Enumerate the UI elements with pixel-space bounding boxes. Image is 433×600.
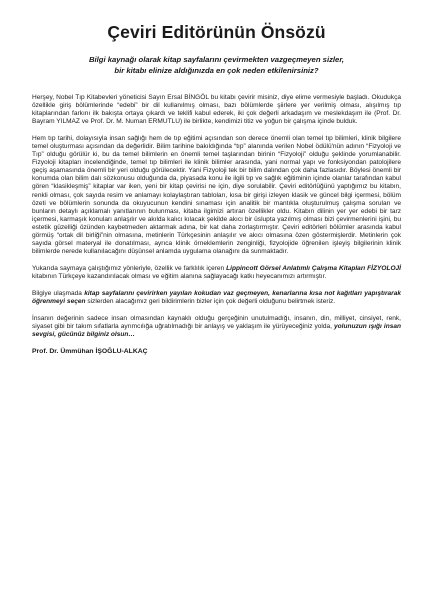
paragraph-5-emphasis: yolunuzun ışığı insan sevgisi, gücünüz bilginiz olsun… [32, 323, 401, 339]
paragraph-4 [32, 290, 401, 306]
author-signature: Prof. Dr. Ümmühan İŞOĞLU-ALKAÇ [32, 348, 148, 356]
book-title-emphasis: Lippincott Görsel Anlatımlı Çalışma Kitapları FİZYOLOJİ [226, 264, 401, 272]
subtitle-line-2: bir kitabı elinize aldığınızda en çok neden etkilenirsiniz? [114, 65, 319, 75]
paragraph-4-emphasis: kitap sayfalarını çevirirken yayılan kokudan vaz geçmeyen, kenarlarına kısa not kağıtları yapıştırarak öğrenmeyi seçen [32, 289, 401, 306]
subtitle [38, 55, 395, 76]
page-title: Çeviri Editörünün Önsözü [107, 22, 326, 42]
paragraph-1: Herşey, Nobel Tıp Kitabevleri yöneticisi Sayın Ersal BİNGÖL bu kitabı çevirir misiniz, diye elime vermesiyle başladı. Okudukça özellikle giriş bölümlerinde “edebi” bir dil kullanılmış olması, bazı bölümlerde şiirlere yer verilmiş olması, alışılmış tıp kitaplarından farkını ilk bakışta ortaya çıkardı ve teklifi kabul ederek, iki çok değerli arkadaşım ve meslekdaşım ile (Prof. Dr. Bayram YILMAZ ve Prof. Dr. M. Numan ERMUTLU) ile birlikte, kendimizi titiz ve yoğun bir çalışma içinde bulduk. [32, 94, 401, 126]
paragraph-4-text-a: Bilgiye ulaşmada [32, 289, 85, 297]
subtitle-line-1: Bilgi kaynağı olarak kitap sayfalarını çevirmekten vazgeçmeyen sizler, [88, 55, 345, 64]
paragraph-3-text-a: Yukarıda saymaya çalıştığımız yönleriyle, özellik ve farklılık içeren [32, 264, 227, 272]
paragraph-3-text-b: kitabının Türkçeye kazandırılacak olması ve eğitim alanına sağlayacağı katkı heyecanımızı artırmıştır. [32, 272, 327, 280]
paragraph-3 [32, 265, 401, 281]
paragraph-5-text-a: İnsanın değerinin sadece insan olmasından kaynaklı olduğu gerçeğinin unutulmadığı, insanın, din, milliyet, cinsiyet, renk, siyaset gibi bir takım sıfatlarla ayrımcılığa uğratılmadığı bir anlayış ve yaklaşım ile yürüyeceğiniz yolda, [32, 315, 401, 331]
paragraph-2: Hem tıp tarihi, dolayısıyla insan sağlığı hem de tıp eğitimi açısından son derece önemli olan temel tıp bilimleri, klinik bilgilere temel oluşturması açısından da değerlidir. Bilim tarihine bakıldığında “tıp” alanında verilen Nobel ödülü'nün adının “Fizyoloji ve Tıp” olduğu görülür ki, bu da temel bilimlerin en önemli temel taşlarından birinin “Fizyoloji” olduğu şeklinde yorumlanabilir. Fizyoloji kitapları incelendiğinde, temel tıp bilimleri ile klinik bilimler arasında, yani normal yapı ve fonksiyondan patolojilere geçiş aşamasında önemli bir yeri olduğu görülecektir. Yani Fizyoloji tek bir bilim dalından çok daha fazlasıdır. Böylesi önemli bir konumda olan bilim dalı sözkonusu olduğunda da, piyasada konu ile ilgili tıp ve sağlık eğitiminin içinde olanlar tarafından kabul gören “klasikleşmiş” kitaplar var iken, yeni bir kitap çevirisi ne için, diye sorulabilir. Çeviri editörlüğünü yaptığımız bu kitabın, renkli olması, çok sayıda resim ve anlamayı kolaylaştıran tabloları, kısa bir girişi izleyen klasik ve güncel bilgi içermesi, bölüm özeti ve bölümlerin sonunda da okuyucunun kendini sınaması için analitik bir mantıkla oluşturulmuş çalışma soruları ve bunların detaylı açıklamalı yanıtlarının bulunması, kitaba ilgimizi artıran özellikler oldu. Kitabın dilinin yer yer edebi bir tarz içermesi, karmaşık konuları anlaşılır ve akılda kalıcı kılacak şekilde akıcı bir üslupta yazılmış olması bizi çevirmenlerini işini, bu estetik güzelliği özünden kaybetmeden aktarmak adına, bir kat daha zorlaştırmıştır. Çeviri editörleri bölümler arasında kabul görmüş “ortak dil birliği”nin olmasına, metinlerin Türkçesinin anlaşılır ve akıcı olmasına özen göstermişlerdir. Metinlerin çok sayıda görsel materyal ile donatılması, ayrıca klinik örneklemlerin zenginliği, fizyolojide öğrenilen işleyiş bilgilerinin klinik bilimlerde nerede kullanılacağını düşünsel anlamda uygulama olanağını da sunmaktadır. [32, 135, 401, 255]
paragraph-4-text-b: sizlerden alacağımız geri bildirimlerin bizler için çok değerli olduğunu belirtmek isteriz. [85, 298, 336, 306]
paragraph-5 [32, 315, 401, 339]
